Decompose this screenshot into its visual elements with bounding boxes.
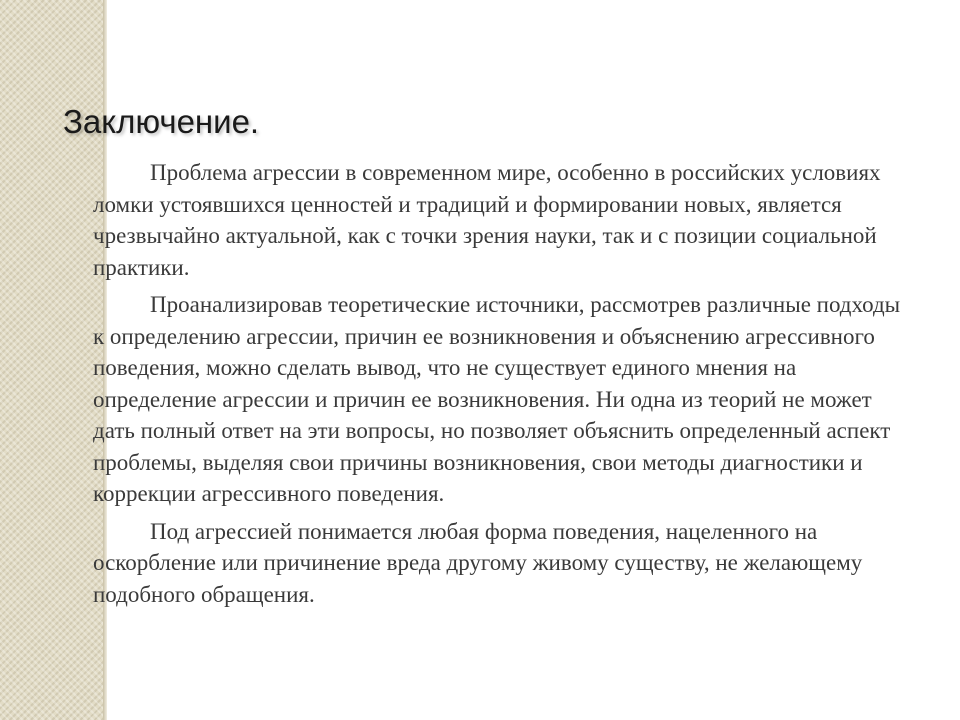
slide-title: Заключение. bbox=[63, 103, 260, 140]
paragraph-1: Проблема агрессии в современном мире, особенно в российских условиях ломки устоявшихся ценностей и традиций и формировании новых, является чрезвычайно актуальной, как с точки зрения науки, так и с позиции социальной практики. bbox=[93, 160, 881, 280]
slide-body bbox=[93, 157, 913, 616]
paragraph-2: Проанализировав теоретические источники, рассмотрев различные подходы к определению агрессии, причин ее возникновения и объяснению агрессивного поведения, можно сделать вывод, что не существует единого мнения на определение агрессии и причин ее возникновения. Ни одна из теорий не может дать полный ответ на эти вопросы, но позволяет объяснить определенный аспект проблемы, выделяя свои причины возникновения, свои методы диагностики и коррекции агрессивного поведения. bbox=[93, 292, 901, 506]
paragraph-3: Под агрессией понимается любая форма поведения, нацеленного на оскорбление или причинение вреда другому живому существу, не желающему подобного обращения. bbox=[93, 518, 863, 607]
